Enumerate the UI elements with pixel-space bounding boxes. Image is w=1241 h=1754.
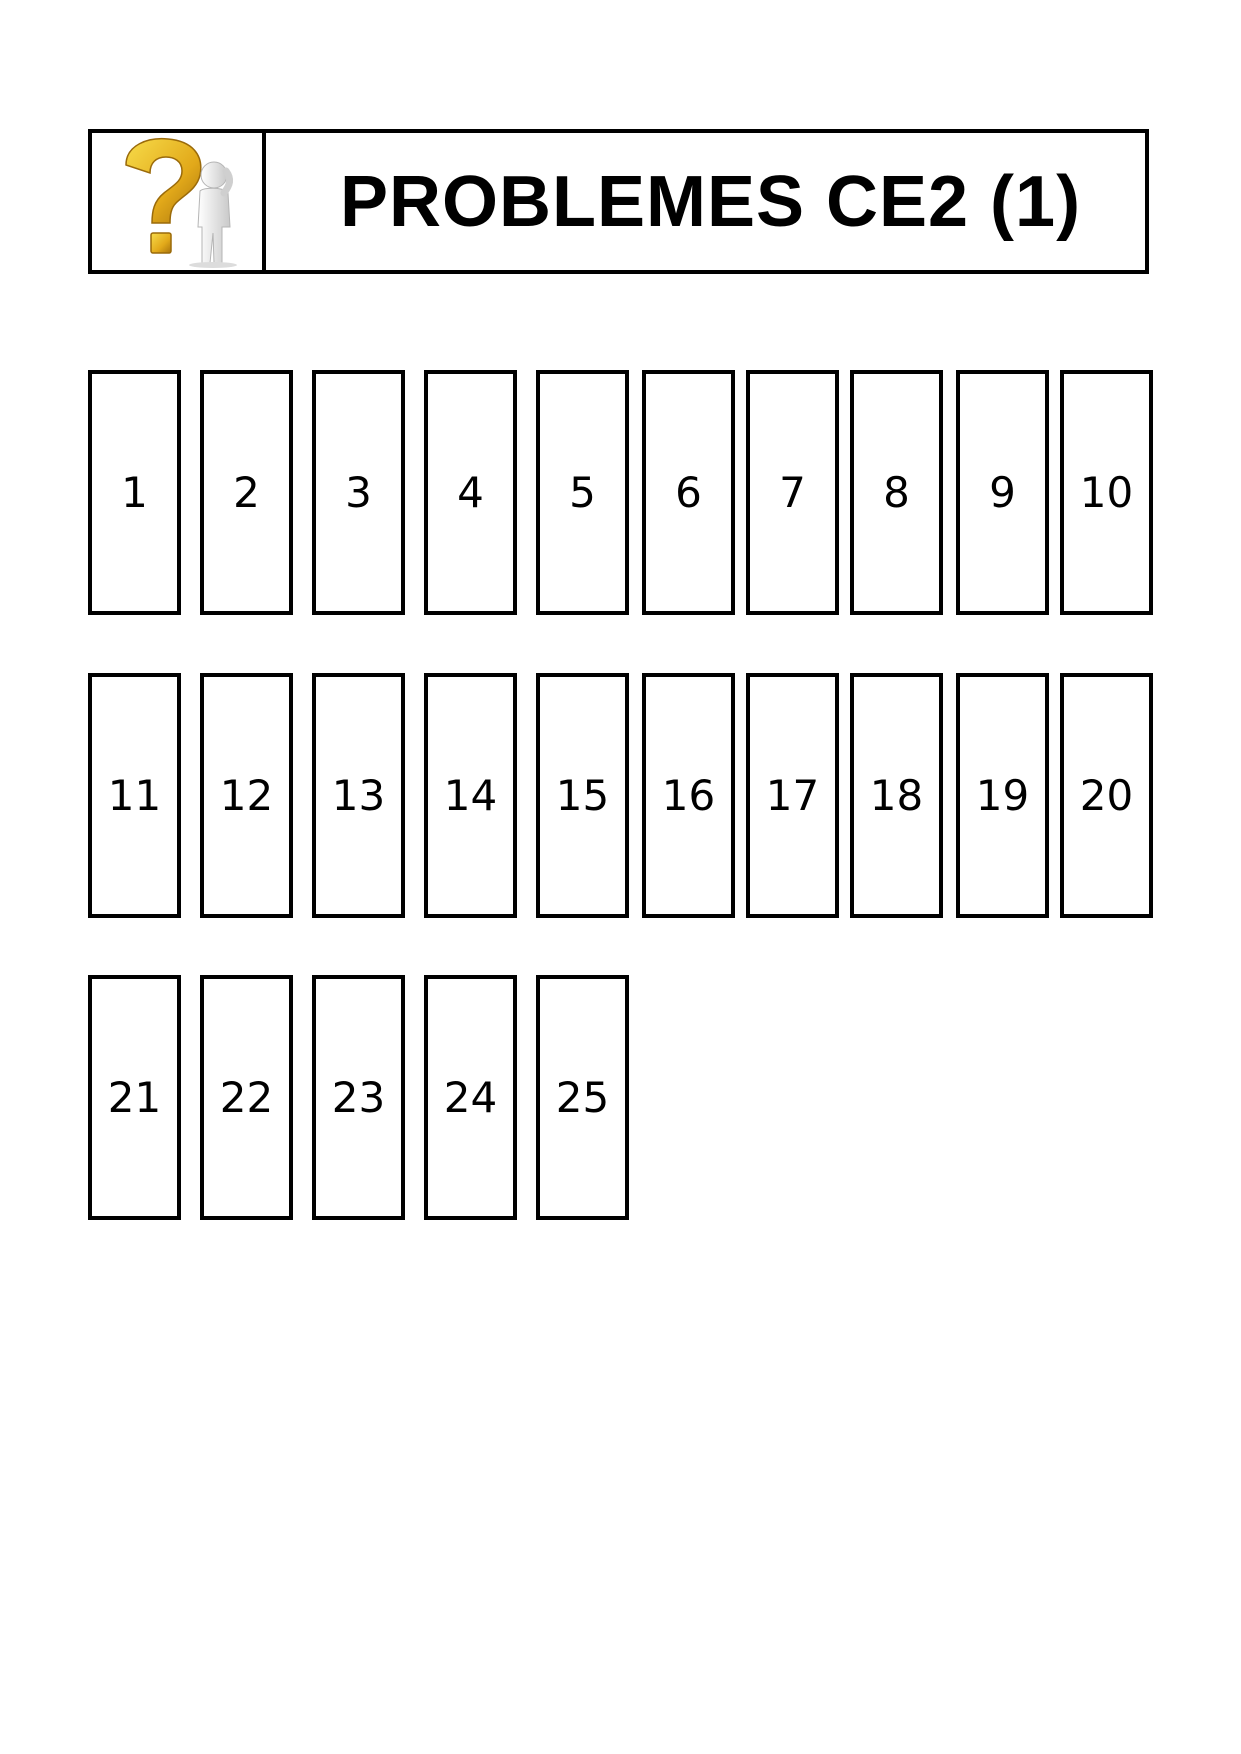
problem-box-20[interactable]: 20 <box>1060 673 1153 918</box>
problem-box-22[interactable]: 22 <box>200 975 293 1220</box>
page-title: PROBLEMES CE2 (1) <box>339 161 1082 242</box>
problem-box-13[interactable]: 13 <box>312 673 405 918</box>
problem-box-2[interactable]: 2 <box>200 370 293 615</box>
problem-box-17[interactable]: 17 <box>746 673 839 918</box>
problem-box-18[interactable]: 18 <box>850 673 943 918</box>
problem-box-25[interactable]: 25 <box>536 975 629 1220</box>
problem-box-7[interactable]: 7 <box>746 370 839 615</box>
problem-box-9[interactable]: 9 <box>956 370 1049 615</box>
problem-box-21[interactable]: 21 <box>88 975 181 1220</box>
problem-box-19[interactable]: 19 <box>956 673 1049 918</box>
problem-box-4[interactable]: 4 <box>424 370 517 615</box>
problem-box-3[interactable]: 3 <box>312 370 405 615</box>
problem-box-15[interactable]: 15 <box>536 673 629 918</box>
problem-box-23[interactable]: 23 <box>312 975 405 1220</box>
problem-box-10[interactable]: 10 <box>1060 370 1153 615</box>
problem-box-12[interactable]: 12 <box>200 673 293 918</box>
problem-box-6[interactable]: 6 <box>642 370 735 615</box>
problem-box-14[interactable]: 14 <box>424 673 517 918</box>
problem-box-16[interactable]: 16 <box>642 673 735 918</box>
problem-box-24[interactable]: 24 <box>424 975 517 1220</box>
problem-box-1[interactable]: 1 <box>88 370 181 615</box>
problem-box-11[interactable]: 11 <box>88 673 181 918</box>
problem-box-8[interactable]: 8 <box>850 370 943 615</box>
problem-box-5[interactable]: 5 <box>536 370 629 615</box>
